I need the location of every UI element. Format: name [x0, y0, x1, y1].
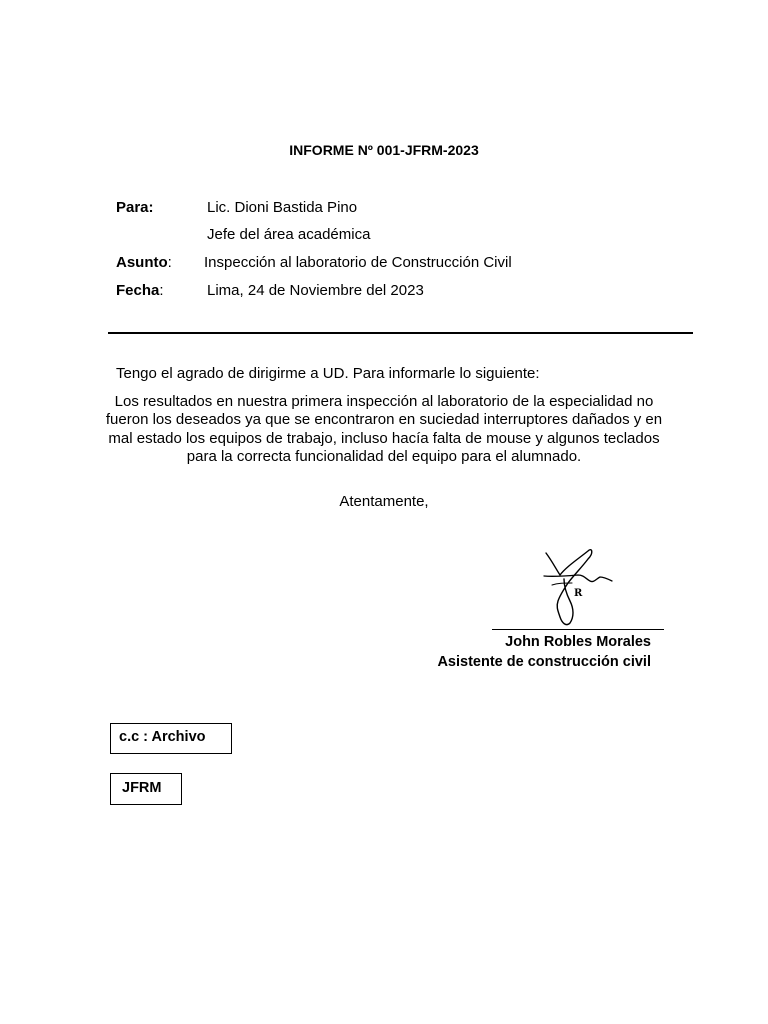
signature-line	[492, 629, 664, 630]
closing-text: Atentamente,	[339, 493, 429, 510]
header-divider	[108, 332, 693, 334]
greeting-text: Tengo el agrado de dirigirme a UD. Para informarle lo siguiente:	[116, 365, 540, 382]
fecha-colon: :	[159, 282, 164, 299]
report-title: INFORME Nº 001-JFRM-2023	[289, 142, 479, 158]
signature-block	[420, 632, 651, 672]
body-paragraph: Los resultados en nuestra primera inspección al laboratorio de la especialidad no fueron los deseados ya que se encontraron en suciedad interruptores dañados y en mal estado los equipos de trabajo, incluso hacía falta de mouse y algunos teclados para la correcta funcionalidad del equipo para el alumnado.	[105, 393, 663, 466]
fecha-label: Fecha	[116, 282, 160, 299]
asunto-label-group	[116, 254, 172, 271]
para-value-position: Jefe del área académica	[207, 226, 371, 243]
fecha-value: Lima, 24 de Noviembre del 2023	[207, 282, 424, 299]
initials-box: JFRM	[110, 773, 182, 805]
asunto-value: Inspección al laboratorio de Construcción Civil	[204, 254, 512, 271]
signer-name: John Robles Morales	[505, 634, 651, 650]
signature-mark: R	[574, 588, 583, 599]
para-label: Para:	[116, 199, 154, 216]
signer-role: Asistente de construcción civil	[437, 654, 651, 670]
cc-box: c.c : Archivo	[110, 723, 232, 754]
asunto-label: Asunto	[116, 254, 168, 271]
handwritten-signature	[530, 545, 620, 630]
asunto-colon: :	[167, 254, 172, 271]
fecha-label-group	[116, 282, 164, 299]
para-value: Lic. Dioni Bastida Pino	[207, 199, 358, 216]
